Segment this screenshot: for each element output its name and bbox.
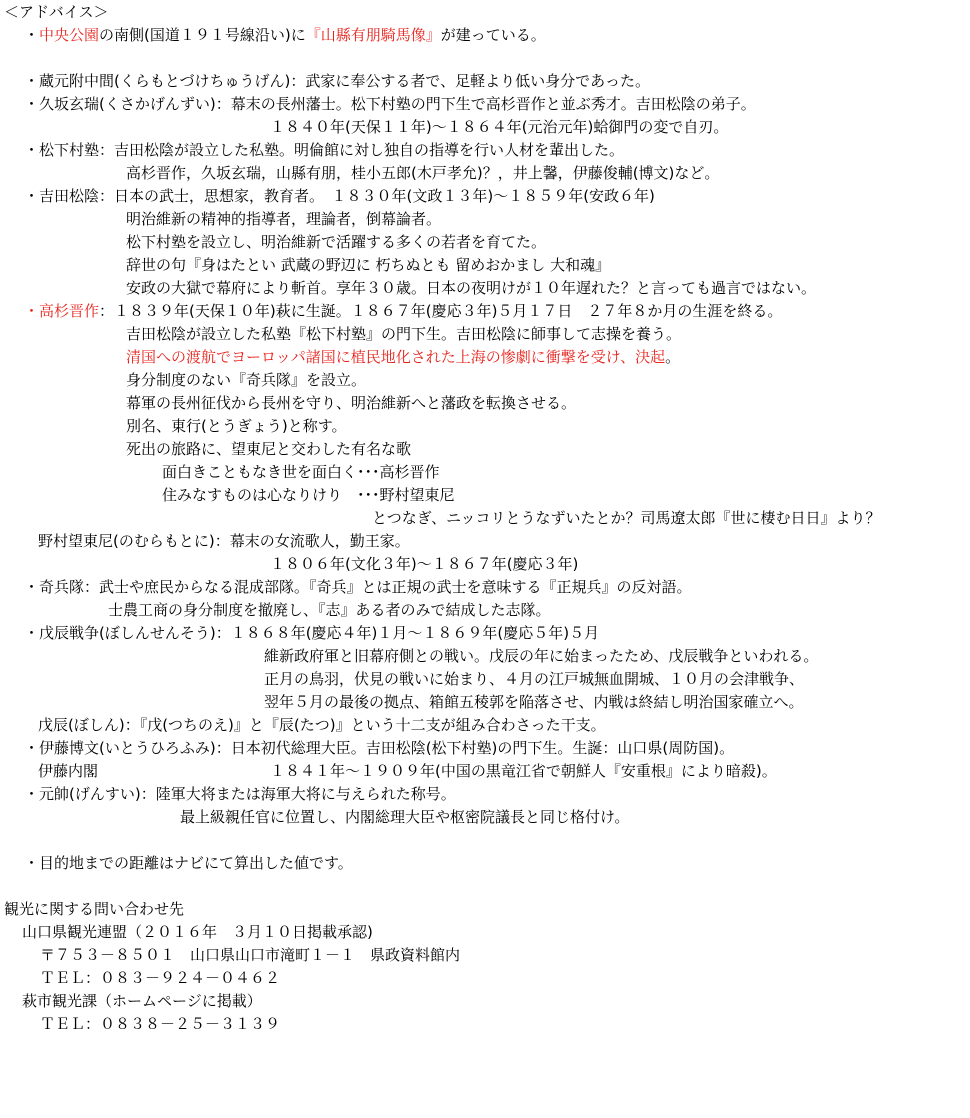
contact-heading: 観光に関する問い合わせ先 (4, 900, 185, 918)
place-central-park: 中央公園 (39, 26, 100, 44)
gensui-line-1: ・元帥(げんすい)：陸軍大将または海軍大将に与えられた称号。 (24, 785, 456, 803)
shoin-line-4: 辞世の句『身はたとい 武蔵の野辺に 朽ちぬとも 留めおかまし 大和魂』 (126, 256, 611, 274)
kiheitai-line-2: 士農工商の身分制度を撤廃し、『志』ある者のみで結成した志隊。 (108, 601, 551, 619)
kusaka-line-1: ・久坂玄瑞(くさかげんずい)：幕末の長州藩士。松下村塾の門下生で高杉晋作と並ぶ秀才。吉田松陰の弟子。 (24, 95, 756, 113)
takasugi-uprising: 清国への渡航でヨーロッパ諸国に植民地化された上海の惨劇に衝撃を受け、決起 (126, 348, 666, 366)
boshin-line-4: 翌年５月の最後の拠点、箱館五稜郭を陥落させ、内戦は終結し明治国家確立へ。 (264, 693, 804, 711)
statue-end: が建っている。 (440, 26, 546, 44)
bullet: ・ (24, 26, 40, 44)
gensui-line-2: 最上級親任官に位置し、内閣総理大臣や枢密院議長と同じ格付け。 (180, 808, 630, 826)
kuramoto-line: ・蔵元附中間(くらもとづけちゅうげん)：武家に奉公する者で、足軽より低い身分であった。 (24, 72, 650, 90)
boshin-line-5: 戊辰(ぼしん)：『戊(つちのえ)』と『辰(たつ)』という十二支が組み合わさった干支。 (38, 716, 606, 734)
takasugi-line-7: 死出の旅路に、望東尼と交わした有名な歌 (126, 440, 412, 458)
statue-location: の南側(国道１９１号線沿い)に (99, 26, 306, 44)
poem-line-1: 面白きこともなき世を面白く･･･高杉晋作 (162, 463, 440, 481)
advice-heading: ＜アドバイス＞ (4, 3, 109, 21)
org1-name: 山口県観光連盟（２０１６年 ３月１０日掲載承認) (22, 923, 373, 941)
org1-tel: ＴＥＬ：０８３－９２４－０４６２ (40, 969, 281, 987)
distance-note: ・目的地までの距離はナビにて算出した値です。 (24, 854, 353, 872)
shoin-line-5: 安政の大獄で幕府により斬首。享年３０歳。日本の夜明けが１０年遅れた？と言っても過言ではない。 (126, 279, 817, 297)
org2-tel: ＴＥＬ：０８３８－２５－３１３９ (40, 1015, 281, 1033)
takasugi-line-2: 吉田松陰が設立した私塾『松下村塾』の門下生。吉田松陰に師事して志操を養う。 (126, 325, 682, 343)
takasugi-line-3 (126, 347, 680, 367)
shoin-line-3: 松下村塾を設立し、明治維新で活躍する多くの若者を育てた。 (126, 233, 547, 251)
shoin-line-1: ・吉田松陰：日本の武士，思想家，教育者。 １８３０年(文政１３年)～１８５９年(安政６年) (24, 187, 655, 205)
ito-line-1: ・伊藤博文(いとうひろふみ)：日本初代総理大臣。吉田松陰(松下村塾)の門下生。生誕：山口県(周防国)。 (24, 739, 735, 757)
statue-name: 『山縣有朋騎馬像』 (305, 26, 441, 44)
ito-cabinet-label: 伊藤内閣 (38, 762, 99, 780)
boutoni-line-2: １８０６年(文化３年)～１８６７年(慶応３年) (270, 555, 579, 573)
sonjuku-line-1: ・松下村塾：吉田松陰が設立した私塾。明倫館に対し独自の指導を行い人材を輩出した。 (24, 141, 625, 159)
period: 。 (665, 348, 681, 366)
org1-address: 〒７５３－８５０１ 山口県山口市滝町１－１ 県政資料館内 (40, 946, 461, 964)
takasugi-line-6: 別名、東行(とうぎょう)と称す。 (126, 417, 347, 435)
kusaka-line-2: １８４０年(天保１１年)～１８６４年(元治元年)蛤御門の変で自刃。 (270, 118, 729, 136)
boutoni-line-1: 野村望東尼(のむらもとに)：幕末の女流歌人，勤王家。 (38, 532, 410, 550)
statue-line (24, 25, 546, 45)
boshin-line-1: ・戊辰戦争(ぼしんせんそう)：１８６８年(慶応４年)１月～１８６９年(慶応５年)５月 (24, 624, 600, 642)
takasugi-name: ・高杉晋作 (24, 302, 100, 320)
poem-line-2: 住みなすものは心なりけり ･･･野村望東尼 (162, 486, 455, 504)
org2-name: 萩市観光課（ホームページに掲載） (22, 992, 262, 1010)
sonjuku-line-2: 高杉晋作，久坂玄瑞，山縣有朋，桂小五郎(木戸孝允)？，井上馨，伊藤俊輔(博文)など。 (126, 164, 720, 182)
ito-line-2: １８４１年～１９０９年(中国の黒竜江省で朝鮮人『安重根』により暗殺)。 (270, 762, 777, 780)
boshin-line-2: 維新政府軍と旧幕府側との戦い。戊辰の年に始まったため、戊辰戦争といわれる。 (264, 647, 819, 665)
kiheitai-line-1: ・奇兵隊：武士や庶民からなる混成部隊。『奇兵』とは正規の武士を意味する『正規兵』の反対語。 (24, 578, 692, 596)
takasugi-dates: ：１８３９年(天保１０年)萩に生誕。１８６７年(慶応３年)５月１７日 ２７年８か月の生涯を終る。 (99, 302, 783, 320)
takasugi-line-4: 身分制度のない『奇兵隊』を設立。 (126, 371, 367, 389)
boshin-line-3: 正月の鳥羽，伏見の戦いに始まり、４月の江戸城無血開城、１０月の会津戦争、 (264, 670, 805, 688)
takasugi-line-1 (24, 301, 782, 321)
poem-line-3: とつなぎ、ニッコリとうなずいたとか？司馬遼太郎『世に棲む日日』より？ (372, 509, 881, 527)
shoin-line-2: 明治維新の精神的指導者，理論者，倒幕論者。 (126, 210, 442, 228)
takasugi-line-5: 幕軍の長州征伐から長州を守り、明治維新へと藩政を転換させる。 (126, 394, 577, 412)
